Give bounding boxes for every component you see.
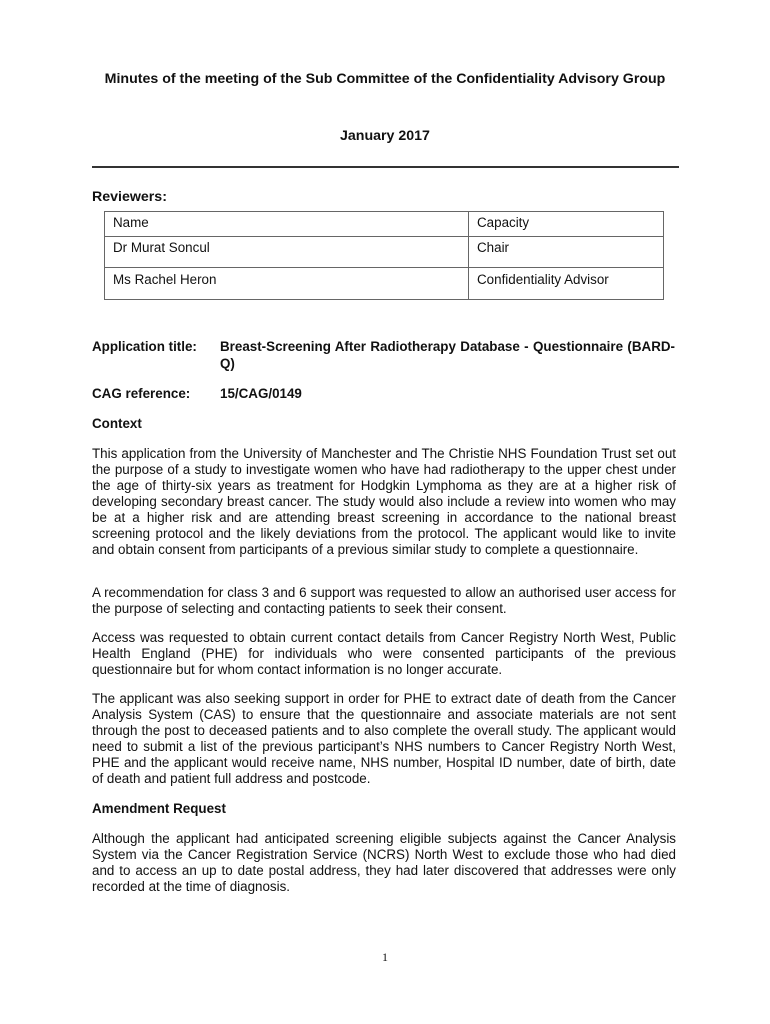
cag-reference-label: CAG reference:	[92, 386, 191, 401]
reviewer-capacity: Confidentiality Advisor	[469, 268, 664, 300]
column-header-name: Name	[105, 212, 469, 237]
amendment-paragraph: Although the applicant had anticipated screening eligible subjects against the Cancer Analysis System via the Cancer Registration Service (NCRS) North West to exclude those who had died and to access an up to date postal address, they had later discovered that addresses were only recorded at the time of diagnosis.	[92, 831, 676, 894]
header-divider	[92, 166, 679, 168]
table-header-row	[105, 212, 664, 237]
reviewers-table	[104, 211, 664, 300]
context-paragraph: The applicant was also seeking support in order for PHE to extract date of death from the Cancer Analysis System (CAS) to ensure that the questionnaire and associate materials are not sent through the post to deceased patients and to also complete the overall study. The applicant would need to submit a list of the previous participant’s NHS numbers to Cancer Registry North West, PHE and the applicant would receive name, NHS number, Hospital ID number, date of birth, date of death and patient full address and postcode.	[92, 691, 676, 786]
reviewer-capacity: Chair	[469, 237, 664, 268]
document-title: Minutes of the meeting of the Sub Committee of the Confidentiality Advisory Group	[104, 71, 666, 87]
meeting-date: January 2017	[340, 128, 430, 144]
reviewer-name: Dr Murat Soncul	[105, 237, 469, 268]
application-title-value: Breast-Screening After Radiotherapy Database - Questionnaire (BARD-Q)	[220, 339, 675, 371]
application-title-label: Application title:	[92, 339, 197, 354]
context-paragraph: Access was requested to obtain current contact details from Cancer Registry North West, Public Health England (PHE) for individuals who were consented participants of the previous questionnaire but for whom contact information is no longer accurate.	[92, 630, 676, 677]
context-heading: Context	[92, 416, 142, 431]
cag-reference-value: 15/CAG/0149	[220, 386, 302, 401]
context-paragraph: This application from the University of Manchester and The Christie NHS Foundation Trust set out the purpose of a study to investigate women who have had radiotherapy to the upper chest under the age of thirty-six years as treatment for Hodgkin Lymphoma as they are at a higher risk of developing secondary breast cancer. The study would also include a review into women who may be at a higher risk and are attending breast screening in accordance to the national breast screening protocol and the likely deviations from the protocol. The applicant would like to invite and obtain consent from participants of a previous similar study to complete a questionnaire.	[92, 446, 676, 557]
amendment-heading: Amendment Request	[92, 801, 226, 816]
context-paragraph: A recommendation for class 3 and 6 support was requested to allow an authorised user access for the purpose of selecting and contacting patients to seek their consent.	[92, 585, 676, 616]
page-number: 1	[382, 950, 388, 964]
column-header-capacity: Capacity	[469, 212, 664, 237]
reviewers-heading: Reviewers:	[92, 189, 167, 205]
table-row	[105, 268, 664, 300]
table-row	[105, 237, 664, 268]
reviewer-name: Ms Rachel Heron	[105, 268, 469, 300]
